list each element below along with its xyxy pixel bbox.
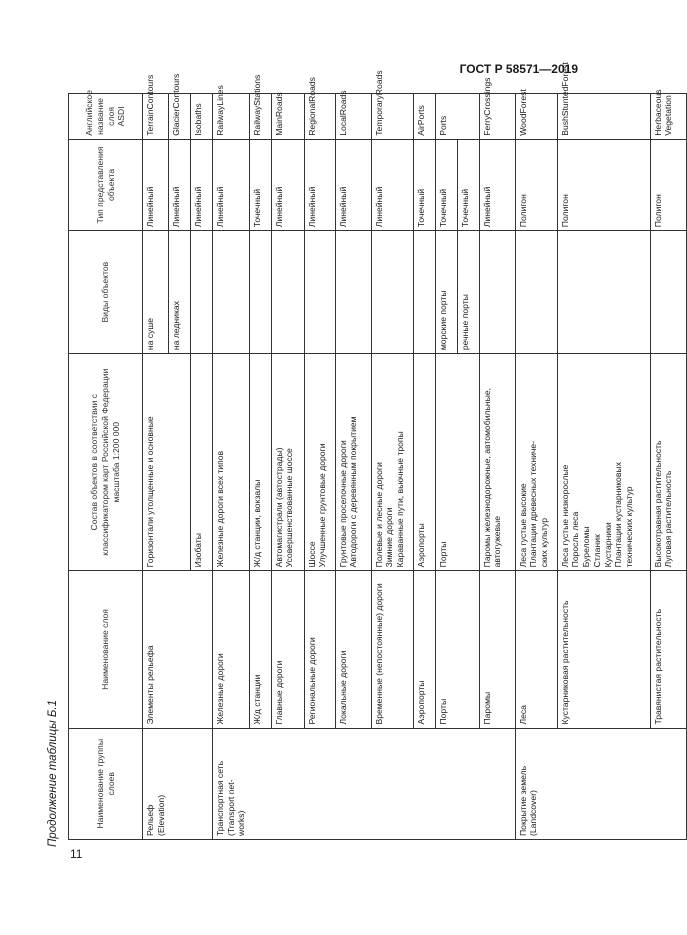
asdi-name-cell: RailwayStations <box>249 94 271 140</box>
kind-cell <box>557 231 650 354</box>
group-cell <box>335 728 371 839</box>
composition-cell: Леса густые низкорослые Поросль леса Буреломы Стланик Кустарники Плантации кустарниковых технических культур <box>557 354 650 571</box>
table-row <box>271 94 304 840</box>
table-row <box>371 94 413 840</box>
table-header-row <box>69 94 143 840</box>
layer-cell: Региональные дороги <box>304 571 335 728</box>
layer-cell: Кустарниковая растительность <box>557 571 650 728</box>
kind-cell: на суше <box>143 231 169 354</box>
composition-cell: Изобаты <box>190 354 212 571</box>
group-cell: Рельеф (Elevation) <box>143 728 169 839</box>
standard-number: ГОСТ Р 58571—2019 <box>459 62 578 76</box>
table-continuation-caption: Продолжение таблицы Б.1 <box>47 700 59 847</box>
table-row <box>249 94 271 840</box>
kind-cell <box>212 231 249 354</box>
column-header: Виды объектов <box>69 231 143 354</box>
asdi-name-cell: WoodForest <box>515 94 557 140</box>
table-row <box>212 94 249 840</box>
type-cell: Линейный <box>304 139 335 230</box>
composition-cell: Полевые и лесные дороги Зимние дороги Караванные пути, вьючные тропы <box>371 354 413 571</box>
asdi-name-cell: FerryCrossings <box>479 94 515 140</box>
asdi-name-cell: TemporaryRoads <box>371 94 413 140</box>
group-cell <box>650 728 686 839</box>
type-cell: Линейный <box>212 139 249 230</box>
column-header: Тип представления объекта <box>69 139 143 230</box>
layer-cell: Главные дороги <box>271 571 304 728</box>
group-cell <box>457 728 479 839</box>
composition-cell: Леса густые высокие Плантации древесных техниче- ских культур <box>515 354 557 571</box>
table-row <box>168 94 190 840</box>
group-cell: Покрытие земель (Landcover) <box>515 728 557 839</box>
asdi-name-cell: Isobaths <box>190 94 212 140</box>
kind-cell <box>271 231 304 354</box>
layer-cell: Локальные дороги <box>335 571 371 728</box>
kind-cell <box>479 231 515 354</box>
column-header: Английское название слоя ASDI <box>69 94 143 140</box>
asdi-name-cell: MainRoads <box>271 94 304 140</box>
type-cell: Линейный <box>371 139 413 230</box>
layer-cell <box>190 571 212 728</box>
composition-cell: Высокотравная растительность Луговая растительность <box>650 354 686 571</box>
column-header: Наименование слоя <box>69 571 143 728</box>
column-header: Наименование группы слоев <box>69 728 143 839</box>
column-header: Состав объектов в соответствии с классификатором карт Российской Федерации масштаба 1:200 000 <box>69 354 143 571</box>
layer-cell: Леса <box>515 571 557 728</box>
table-row <box>413 94 435 840</box>
table-row <box>457 94 479 840</box>
composition-cell: Горизонтали утолщенные и основные <box>143 354 169 571</box>
table-row <box>557 94 650 840</box>
type-cell: Полигон <box>557 139 650 230</box>
asdi-name-cell: AirPorts <box>413 94 435 140</box>
group-cell <box>304 728 335 839</box>
kind-cell <box>249 231 271 354</box>
kind-cell <box>190 231 212 354</box>
layer-cell: Травянистая растительность <box>650 571 686 728</box>
table-row <box>190 94 212 840</box>
group-cell <box>271 728 304 839</box>
kind-cell: на ледниках <box>168 231 190 354</box>
type-cell: Линейный <box>168 139 190 230</box>
asdi-name-cell: RailwayLines <box>212 94 249 140</box>
group-cell <box>557 728 650 839</box>
table-row <box>304 94 335 840</box>
kind-cell <box>650 231 686 354</box>
type-cell: Точечный <box>435 139 457 230</box>
group-cell <box>190 728 212 839</box>
type-cell: Точечный <box>249 139 271 230</box>
table-row <box>143 94 169 840</box>
composition-cell: Ж/д станции, вокзалы <box>249 354 271 571</box>
type-cell: Линейный <box>271 139 304 230</box>
group-cell <box>479 728 515 839</box>
type-cell: Линейный <box>335 139 371 230</box>
composition-cell: Аэропорты <box>413 354 435 571</box>
type-cell: Точечный <box>413 139 435 230</box>
kind-cell <box>371 231 413 354</box>
kind-cell <box>304 231 335 354</box>
composition-cell: Порты <box>435 354 457 571</box>
type-cell: Полигон <box>515 139 557 230</box>
asdi-name-cell: TerrainContours <box>143 94 169 140</box>
composition-cell: Шоссе Улучшенные грунтовые дороги <box>304 354 335 571</box>
composition-cell: Железные дороги всех типов <box>212 354 249 571</box>
type-cell: Линейный <box>190 139 212 230</box>
layer-cell <box>168 571 190 728</box>
group-cell <box>413 728 435 839</box>
composition-cell <box>457 354 479 571</box>
kind-cell <box>335 231 371 354</box>
asdi-name-cell <box>457 94 479 140</box>
composition-cell: Грунтовые проселочные дороги Автодороги с деревянным покрытием <box>335 354 371 571</box>
asdi-name-cell: Ports <box>435 94 457 140</box>
table-row <box>335 94 371 840</box>
type-cell: Линейный <box>479 139 515 230</box>
asdi-name-cell: Herbaceous Vegetation <box>650 94 686 140</box>
page-number: 11 <box>70 847 83 861</box>
group-cell <box>371 728 413 839</box>
layer-cell: Паромы <box>479 571 515 728</box>
layer-cell: Аэропорты <box>413 571 435 728</box>
table-row <box>650 94 686 840</box>
asdi-name-cell: RegionalRoads <box>304 94 335 140</box>
table-row <box>479 94 515 840</box>
layer-cell: Временные (непостоянные) дороги <box>371 571 413 728</box>
table-row <box>435 94 457 840</box>
layer-cell <box>457 571 479 728</box>
type-cell: Точечный <box>457 139 479 230</box>
type-cell: Линейный <box>143 139 169 230</box>
group-cell <box>249 728 271 839</box>
asdi-name-cell: LocalRoads <box>335 94 371 140</box>
group-cell: Транспортная сеть (Transport net- works) <box>212 728 249 839</box>
kind-cell: морские порты <box>435 231 457 354</box>
kind-cell <box>413 231 435 354</box>
group-cell <box>168 728 190 839</box>
kind-cell: речные порты <box>457 231 479 354</box>
composition-cell <box>168 354 190 571</box>
layer-cell: Ж/д станции <box>249 571 271 728</box>
layer-cell: Элементы рельефа <box>143 571 169 728</box>
layer-cell: Порты <box>435 571 457 728</box>
composition-cell: Автомагистрали (автострады) Усовершенствованные шоссе <box>271 354 304 571</box>
asdi-name-cell: BushStuntedForest <box>557 94 650 140</box>
group-cell <box>435 728 457 839</box>
table-row <box>515 94 557 840</box>
asdi-name-cell: GlacierContours <box>168 94 190 140</box>
layer-cell: Железные дороги <box>212 571 249 728</box>
kind-cell <box>515 231 557 354</box>
composition-cell: Паромы железнодорожные, автомобильные, автогужевые <box>479 354 515 571</box>
type-cell: Полигон <box>650 139 686 230</box>
